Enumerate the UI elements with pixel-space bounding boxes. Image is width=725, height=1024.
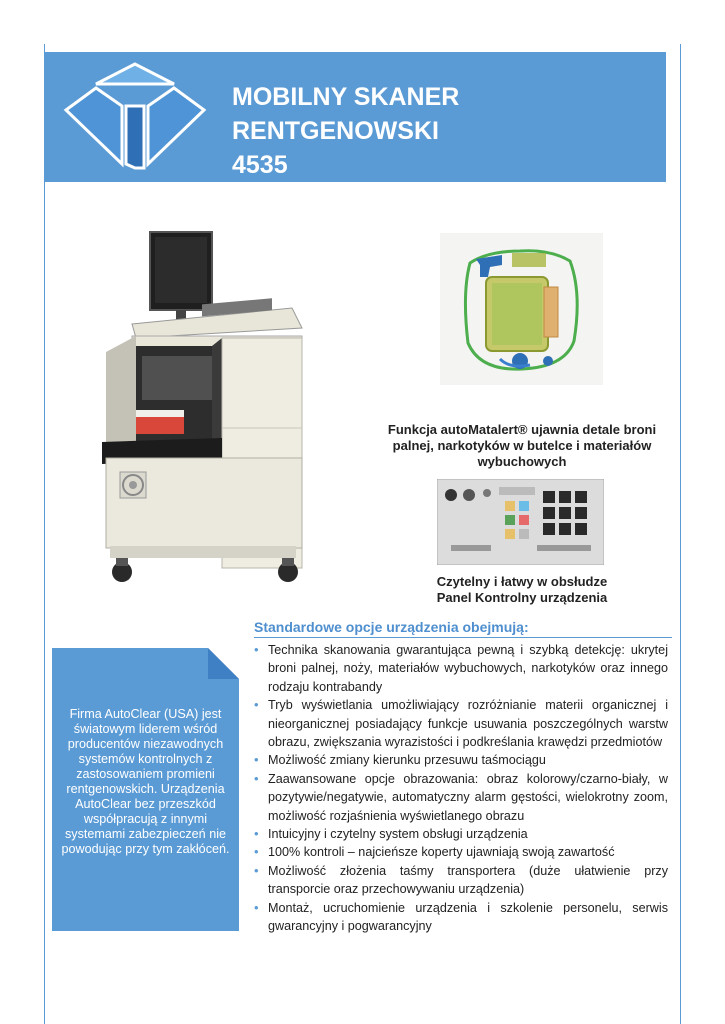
list-item [254, 862, 668, 899]
list-item [254, 696, 668, 751]
list-item [254, 770, 668, 825]
bullet-icon: • [254, 642, 259, 657]
list-item-text: Technika skanowania gwarantująca pewną i szybką detekcję: ukrytej broni palnej, noży, materiałów wybuchowych, narkotyków oraz innego rodzaju kontrabandy [268, 643, 668, 694]
list-item [254, 843, 668, 861]
list-item-text: 100% kontroli – najcieńsze koperty ujawniają swoją zawartość [268, 845, 615, 860]
xray-caption: Funkcja autoMatalert® ujawnia detale broni palnej, narkotyków w butelce i materiałów wybuchowych [387, 422, 657, 469]
features-heading: Standardowe opcje urządzenia obejmują: [254, 619, 529, 635]
bullet-icon: • [254, 752, 259, 768]
list-item-text: Możliwość złożenia taśmy transportera (duże ułatwienie przy transporcie oraz przechowywaniu urządzenia) [268, 863, 668, 897]
features-list [254, 641, 668, 936]
bullet-icon: • [254, 697, 259, 713]
title-line-2: 4535 [232, 151, 288, 179]
features-heading-rule [254, 637, 672, 638]
bullet-icon: • [254, 826, 259, 842]
left-margin-line [44, 44, 45, 1024]
bullet-icon: • [254, 899, 259, 915]
list-item-text: Intuicyjny i czytelny system obsługi urządzenia [268, 827, 528, 842]
folded-corner-icon [208, 648, 239, 679]
panel-caption [412, 574, 632, 606]
xray-sample-image [440, 233, 603, 385]
page-title [232, 80, 662, 182]
scanner-machine-image [92, 228, 322, 593]
control-panel-image [437, 479, 604, 565]
panel-caption-line-2: Panel Kontrolny urządzenia [436, 590, 608, 605]
list-item [254, 825, 668, 843]
list-item [254, 899, 668, 936]
panel-caption-line-1: Czytelny i łatwy w obsłudze [436, 574, 608, 589]
title-line-1: MOBILNY SKANER RENTGENOWSKI [232, 83, 460, 145]
list-item-text: Montaż, ucruchomienie urządzenia i szkolenie personelu, serwis gwarancyjny i pogwarancyjny [268, 900, 668, 934]
bullet-icon: • [254, 844, 259, 860]
list-item [254, 641, 668, 696]
bullet-icon: • [254, 862, 259, 878]
list-item [254, 751, 668, 769]
bullet-icon: • [254, 770, 259, 786]
company-info-text: Firma AutoClear (USA) jest światowym liderem wśród producentów niezawodnych systemów kontrolnych z zastosowaniem promieni rentgenowskich. Urządzenia AutoClear bez przeszkód współpracują z innymi systemami zabezpieczeń nie powodując przy tym zakłóceń. [61, 707, 230, 856]
company-logo [60, 60, 210, 172]
list-item-text: Możliwość zmiany kierunku przesuwu taśmociągu [268, 753, 546, 768]
list-item-text: Zaawansowane opcje obrazowania: obraz kolorowy/czarno-biały, w pozytywie/negatywie, automatyczny alarm gęstości, wielokrotny zoom, możliwość rozjaśnienia wyświetlanego obrazu [268, 771, 668, 823]
list-item-text: Tryb wyświetlania umożliwiający rozróżnianie materii organicznej i nieorganicznej posiadający funkcje usuwania poszczególnych warstw obrazu, zwiększania wyrazistości i podkreślania krawędzi przedmiotów [268, 698, 668, 750]
right-margin-line [680, 44, 681, 1024]
